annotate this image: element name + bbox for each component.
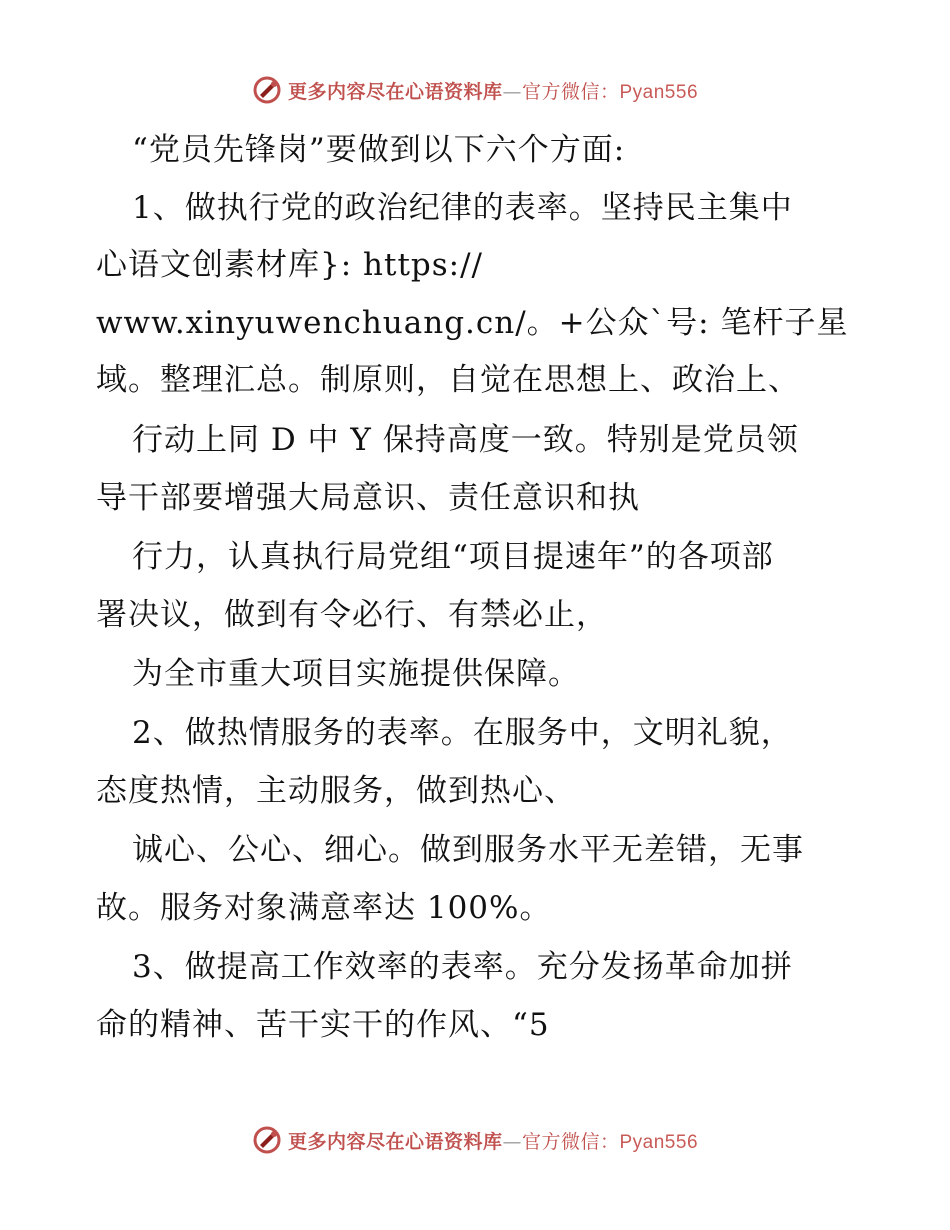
text-line-7: 导干部要增强大局意识、责任意识和执 bbox=[96, 480, 640, 516]
footer-banner bbox=[0, 1120, 950, 1160]
text-line-4: www.xinyuwenchuang.cn/。+公众`号: 笔杆子星 bbox=[96, 305, 849, 341]
footer-text bbox=[288, 1127, 698, 1154]
header-account: Pyan556 bbox=[619, 81, 699, 103]
text-line-13: 诚心、公心、细心。做到服务水平无差错，无事 bbox=[132, 832, 804, 868]
text-line-11: 2、做热情服务的表率。在服务中，文明礼貌， bbox=[132, 715, 793, 751]
footer-brand: 更多内容尽在心语资料库 bbox=[287, 1130, 503, 1153]
text-line-8: 行力，认真执行局党组“项目提速年”的各项部 bbox=[132, 539, 774, 575]
text-line-15: 3、做提高工作效率的表率。充分发扬革命加拼 bbox=[132, 949, 793, 985]
text-line-9: 署决议，做到有令必行、有禁必止， bbox=[96, 597, 608, 633]
text-line-12: 态度热情，主动服务，做到热心、 bbox=[96, 773, 576, 809]
text-line-3: 心语文创素材库}: https:// bbox=[96, 247, 483, 283]
header-label: 官方微信： bbox=[521, 80, 620, 103]
footer-label: 官方微信： bbox=[521, 1130, 620, 1153]
text-line-16: 命的精神、苦干实干的作风、“5 bbox=[96, 1007, 550, 1043]
text-line-10: 为全市重大项目实施提供保障。 bbox=[132, 656, 580, 692]
text-line-1: “党员先锋岗”要做到以下六个方面: bbox=[132, 132, 626, 168]
text-line-5: 域。整理汇总。制原则，自觉在思想上、政治上、 bbox=[96, 362, 800, 398]
text-line-2: 1、做执行党的政治纪律的表率。坚持民主集中 bbox=[132, 190, 793, 226]
footer-separator: — bbox=[502, 1130, 522, 1153]
text-line-6: 行动上同 D 中 Y 保持高度一致。特别是党员领 bbox=[132, 422, 799, 458]
footer-account: Pyan556 bbox=[619, 1131, 699, 1153]
header-brand: 更多内容尽在心语资料库 bbox=[287, 80, 503, 103]
brand-logo-icon bbox=[252, 1125, 282, 1155]
text-line-14: 故。服务对象满意率达 100%。 bbox=[96, 890, 552, 926]
header-separator: — bbox=[502, 80, 522, 103]
